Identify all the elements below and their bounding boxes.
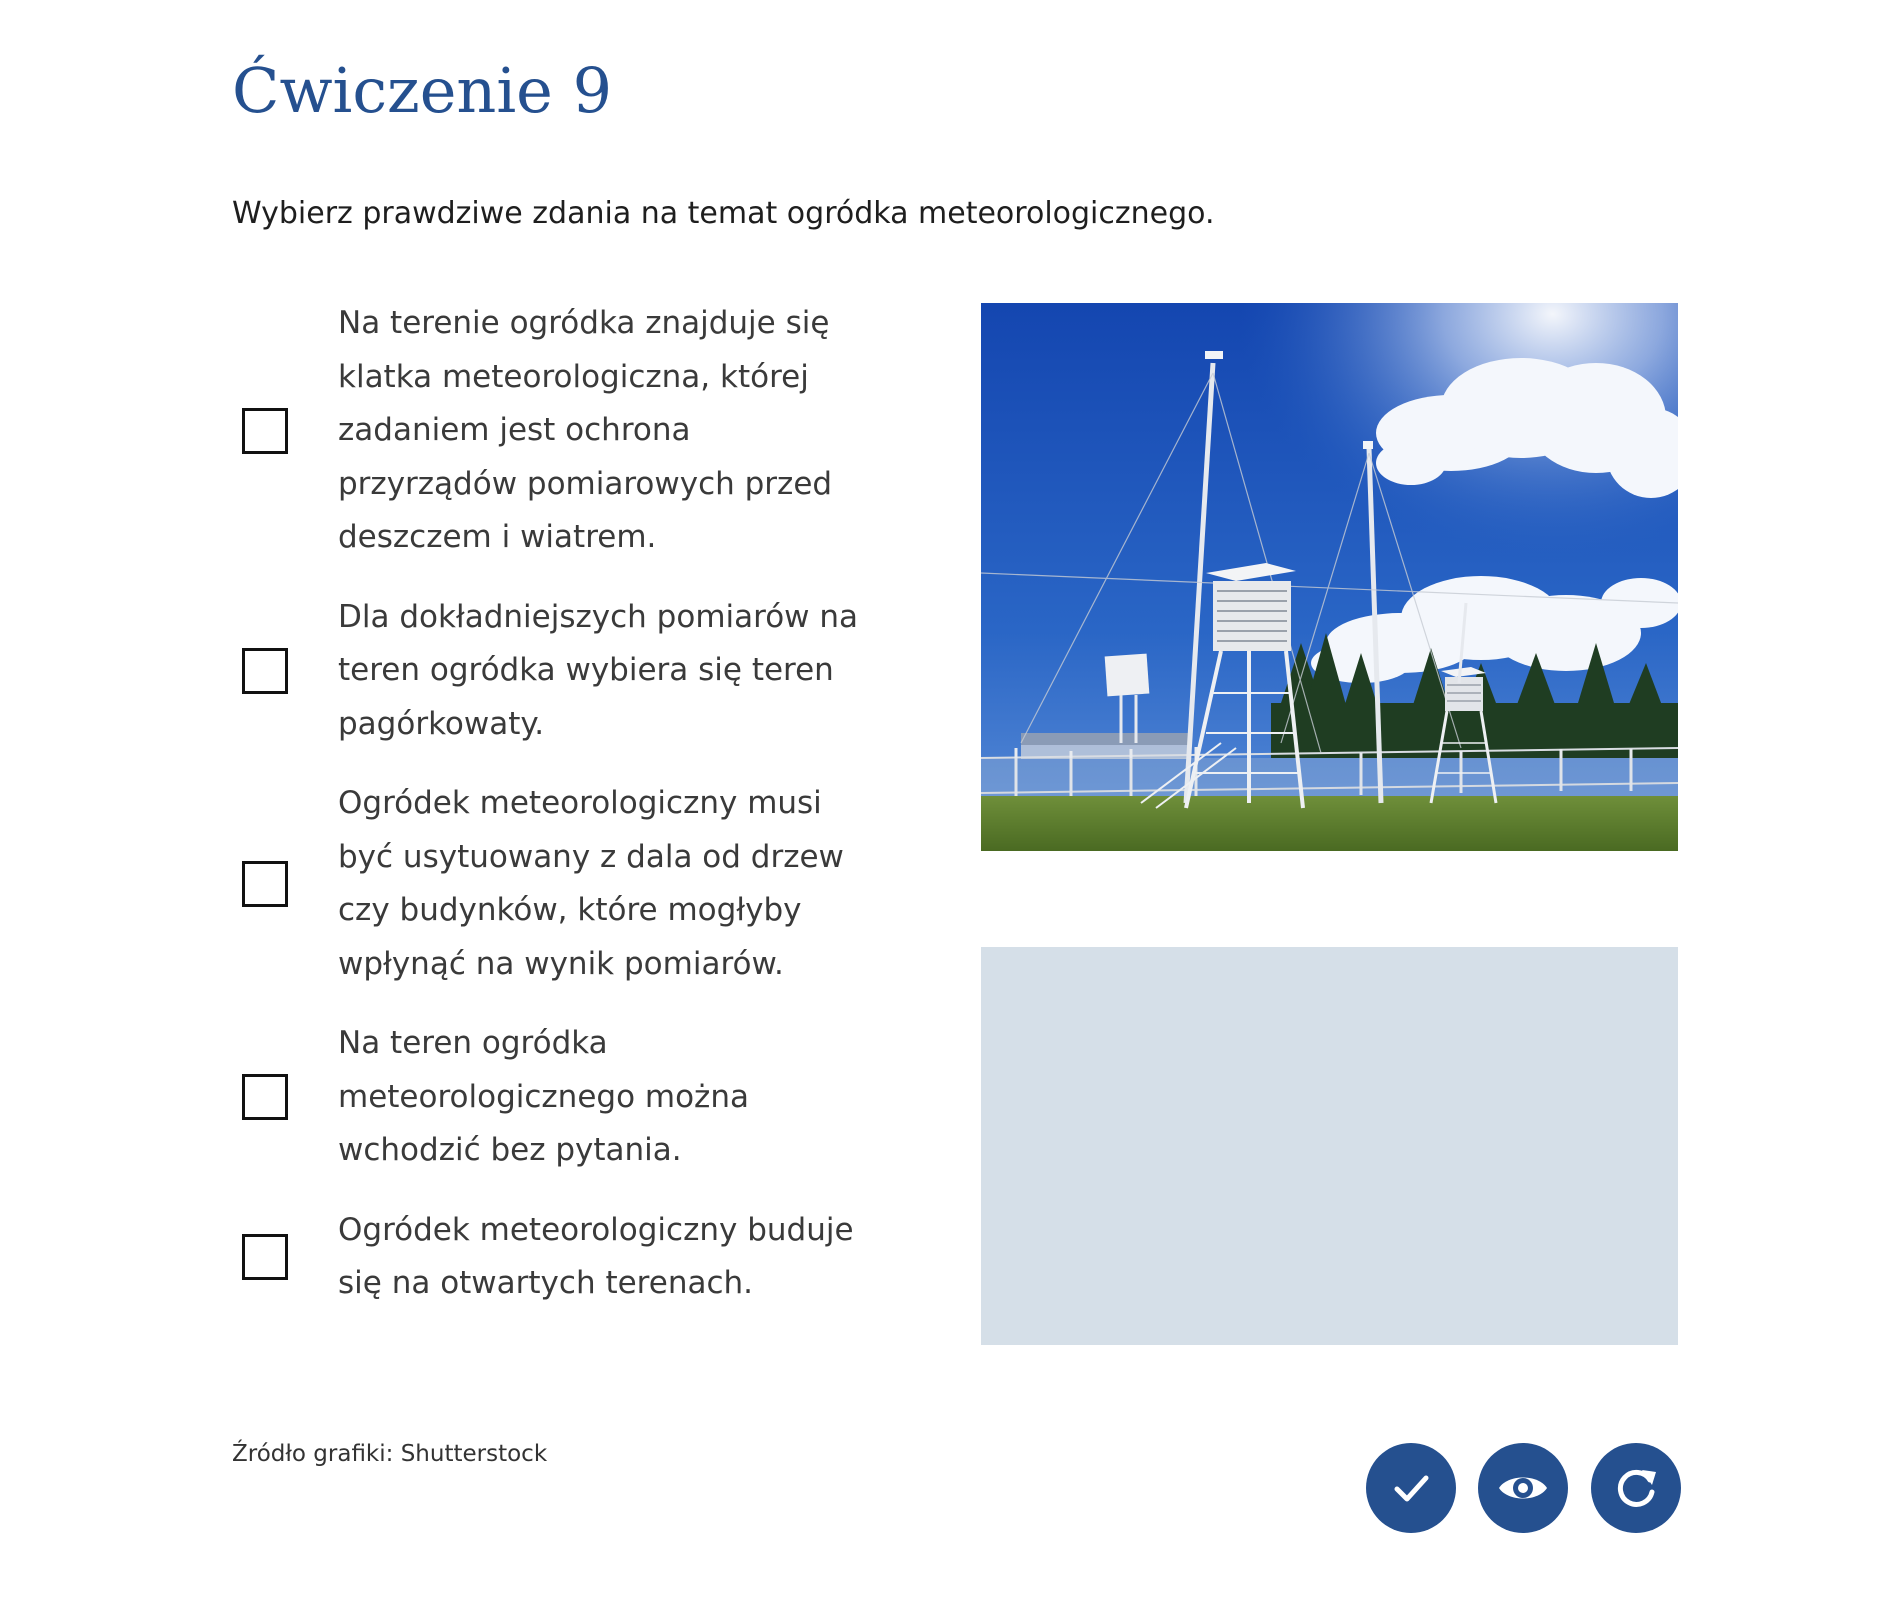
option-1-label: Na terenie ogródka znajduje się klatka meteorologiczna, której zadaniem jest ochrona przyrządów pomiarowych przed deszczem i wiatrem. bbox=[338, 305, 833, 555]
option-4-label: Na teren ogródka meteorologicznego można wchodzić bez pytania. bbox=[338, 1025, 749, 1168]
placeholder-panel bbox=[981, 947, 1678, 1345]
reset-icon bbox=[1612, 1464, 1660, 1512]
show-answers-button[interactable] bbox=[1478, 1443, 1568, 1533]
option-5[interactable] bbox=[232, 1204, 872, 1311]
weather-station-photo bbox=[981, 303, 1678, 851]
option-1-checkbox[interactable] bbox=[242, 408, 288, 454]
reset-button[interactable] bbox=[1591, 1443, 1681, 1533]
exercise-title: Ćwiczenie 9 bbox=[232, 54, 613, 127]
eye-icon bbox=[1496, 1468, 1550, 1508]
option-3-checkbox[interactable] bbox=[242, 861, 288, 907]
check-icon bbox=[1388, 1465, 1434, 1511]
option-4-checkbox[interactable] bbox=[242, 1074, 288, 1120]
option-5-checkbox[interactable] bbox=[242, 1234, 288, 1280]
image-source-credit: Źródło grafiki: Shutterstock bbox=[232, 1441, 548, 1467]
option-4[interactable] bbox=[232, 1017, 872, 1178]
exercise-instruction: Wybierz prawdziwe zdania na temat ogródka meteorologicznego. bbox=[232, 196, 1215, 231]
option-5-label: Ogródek meteorologiczny buduje się na otwartych terenach. bbox=[338, 1211, 854, 1301]
option-2-checkbox[interactable] bbox=[242, 648, 288, 694]
check-answers-button[interactable] bbox=[1366, 1443, 1456, 1533]
option-1[interactable] bbox=[232, 297, 872, 565]
answer-options bbox=[232, 297, 872, 1337]
option-3[interactable] bbox=[232, 777, 872, 991]
option-2[interactable] bbox=[232, 591, 872, 752]
option-3-label: Ogródek meteorologiczny musi być usytuowany z dala od drzew czy budynków, które mogłyby wpłynąć na wynik pomiarów. bbox=[338, 785, 844, 982]
option-2-label: Dla dokładniejszych pomiarów na teren ogródka wybiera się teren pagórkowaty. bbox=[338, 598, 859, 742]
